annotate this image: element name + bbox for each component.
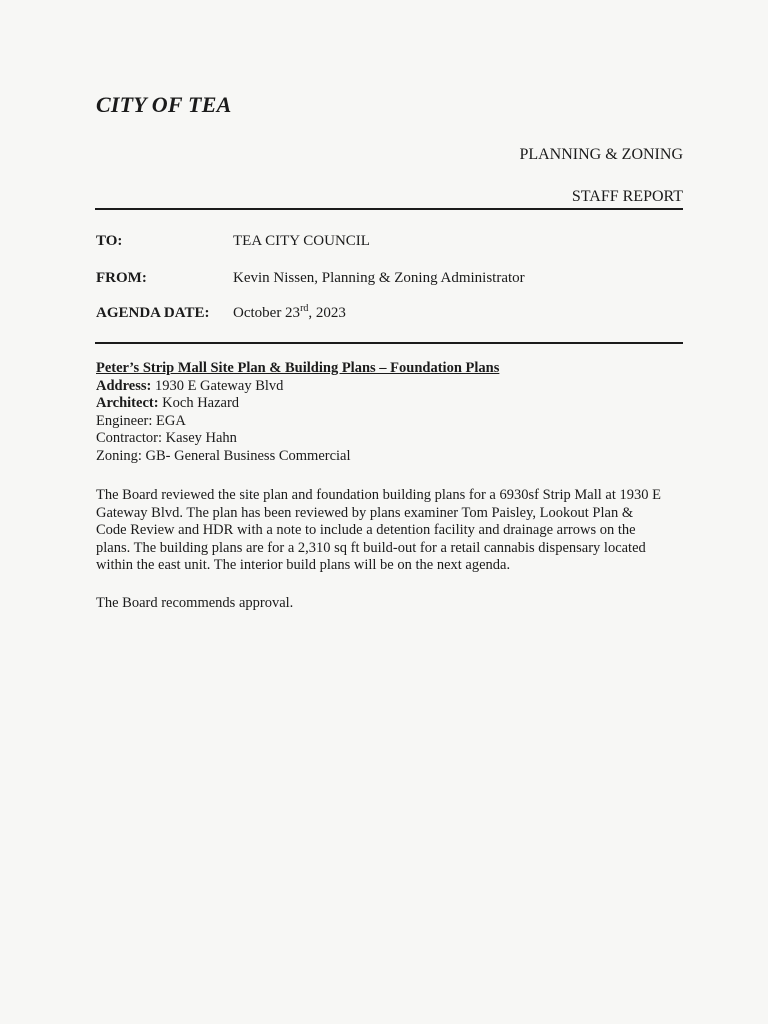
header-divider — [95, 208, 683, 210]
review-line: plans. The building plans are for a 2,310 sq ft build-out for a retail cannabis dispensary located — [96, 539, 646, 556]
from-label: FROM: — [96, 270, 147, 286]
project-title: Peter’s Strip Mall Site Plan & Building Plans – Foundation Plans — [96, 360, 500, 376]
review-line: Gateway Blvd. The plan has been reviewed by plans examiner Tom Paisley, Lookout Plan & — [96, 504, 634, 521]
review-paragraph — [96, 487, 696, 575]
address-label: Address: — [96, 377, 152, 394]
to-value: TEA CITY COUNCIL — [233, 233, 370, 249]
project-details — [96, 360, 696, 465]
architect-value: Koch Hazard — [158, 395, 240, 411]
engineer-line: Engineer: EGA — [96, 412, 186, 429]
meta-divider — [95, 342, 683, 344]
agenda-date-value — [233, 305, 346, 322]
address-line — [96, 378, 696, 396]
agenda-date-ordinal: rd — [300, 303, 309, 314]
city-title: CITY OF TEA — [96, 92, 232, 117]
architect-label: Architect: — [96, 395, 159, 411]
agenda-date-year: , 2023 — [308, 305, 346, 321]
from-value: Kevin Nissen, Planning & Zoning Administrator — [233, 270, 525, 286]
report-type: STAFF REPORT — [571, 188, 683, 205]
recommendation-paragraph: The Board recommends approval. — [96, 595, 294, 611]
zoning-line: Zoning: GB- General Business Commercial — [96, 447, 351, 464]
contractor-line: Contractor: Kasey Hahn — [96, 430, 237, 446]
address-value: 1930 E Gateway Blvd — [151, 377, 284, 394]
department-name: PLANNING & ZONING — [519, 146, 683, 163]
architect-line — [96, 395, 696, 413]
review-line: within the east unit. The interior build plans will be on the next agenda. — [96, 557, 511, 573]
review-line: The Board reviewed the site plan and foundation building plans for a 6930sf Strip Mall at 1930 E — [96, 487, 661, 503]
review-line: Code Review and HDR with a note to include a detention facility and drainage arrows on the — [96, 522, 636, 538]
to-label: TO: — [96, 233, 123, 249]
agenda-date-day: October 23 — [233, 305, 301, 321]
agenda-date-label: AGENDA DATE: — [96, 305, 210, 321]
